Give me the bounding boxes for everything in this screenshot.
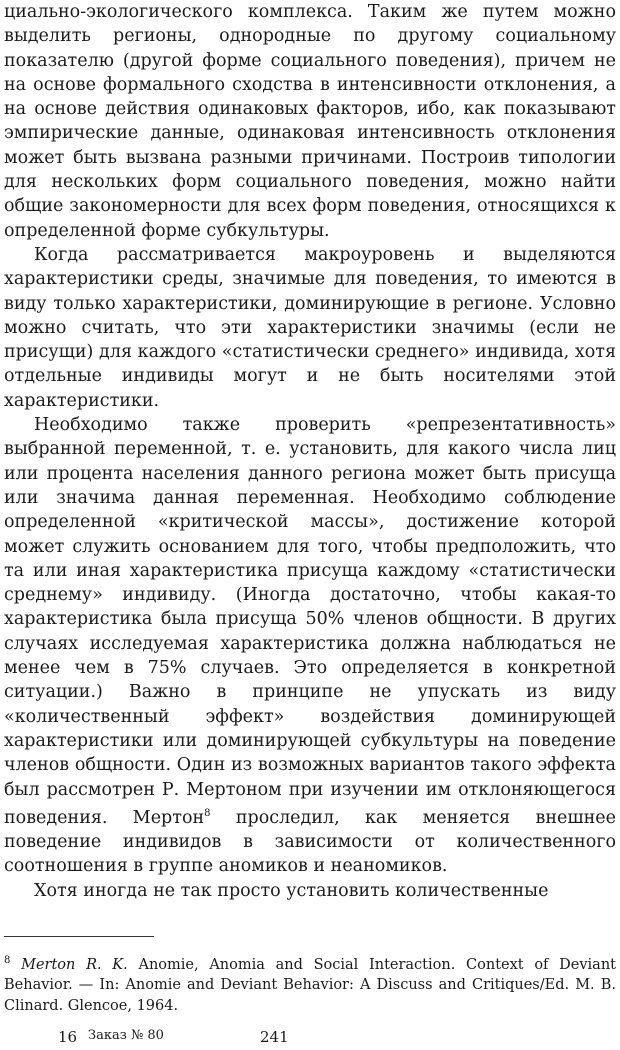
main-text [4, 0, 616, 903]
footnote-reference: 8 [204, 807, 211, 819]
signature-mark: 16 [58, 1028, 78, 1046]
footnote-marker: 8 [4, 955, 11, 966]
paragraph-3-tail: проследил, как меняется внешнее поведение индивидов в зависимости от количественного соотношения в группе аномиков и неаномиков. [4, 807, 616, 877]
footnote-divider [4, 936, 154, 937]
footnote-text: Anomie, Anomia and Social Interaction. Context of Deviant Behavior. — In: Anomie and Deviant Behavior: A Discuss and Critiques/Ed. M. B. Clinard. Glencoe, 1964. [4, 956, 616, 1014]
footnote-author: Merton R. K. [21, 956, 128, 973]
page-footer [0, 1010, 620, 1050]
paragraph-3-text: Необходимо также проверить «репрезентативность» выбранной переменной, т. е. установить, для какого числа лиц или процента населения данного региона может быть присуща или значима данная переменная. Необходимо соблюдение определенной «критической массы», достижение которой может служить основанием для того, чтобы предположить, что та или иная характеристика присуща каждому «статистически среднему» индивиду. (Иногда достаточно, чтобы какая-то характеристика была присуща 50% членов общности. В других случаях исследуемая характеристика должна наблюдаться не менее чем в 75% случаев. Это определяется в конкретной ситуации.) Важно в принципе не упускать из виду «количественный эффект» воздействия доминирующей характеристики или доминирующей субкультуры на поведение членов общности. Один из возможных вариантов такого эффекта был рассмотрен Р. Мертоном при изучении им отклоняющегося поведения. Мертон [4, 415, 616, 828]
print-order: Заказ № 80 [88, 1028, 164, 1043]
footnote [4, 951, 616, 1016]
paragraph-4: Хотя иногда не так просто установить количественные [34, 880, 549, 901]
page-number: 241 [260, 1028, 289, 1046]
paragraph-1: циально-экологического комплекса. Таким же путем можно выделить регионы, однородные по другому социальному показателю (другой форме социального поведения), причем не на основе формального сходства в интенсивности отклонения, а на основе действия одинаковых факторов, ибо, как показывают эмпирические данные, одинаковая интенсивность отклонения может быть вызвана разными причинами. Построив типологии для нескольких форм социального поведения, можно найти общие закономерности для всех форм поведения, относящихся к определенной форме субкультуры. [4, 2, 616, 241]
paragraph-3 [4, 413, 616, 878]
paragraph-2: Когда рассматривается макроуровень и выделяются характеристики среды, значимые для поведения, то имеются в виду только характеристики, доминирующие в регионе. Условно можно считать, что эти характеристики значимы (если не присущи) для каждого «статистически среднего» индивида, хотя отдельные индивиды могут и не быть носителями этой характеристики. [4, 244, 616, 411]
